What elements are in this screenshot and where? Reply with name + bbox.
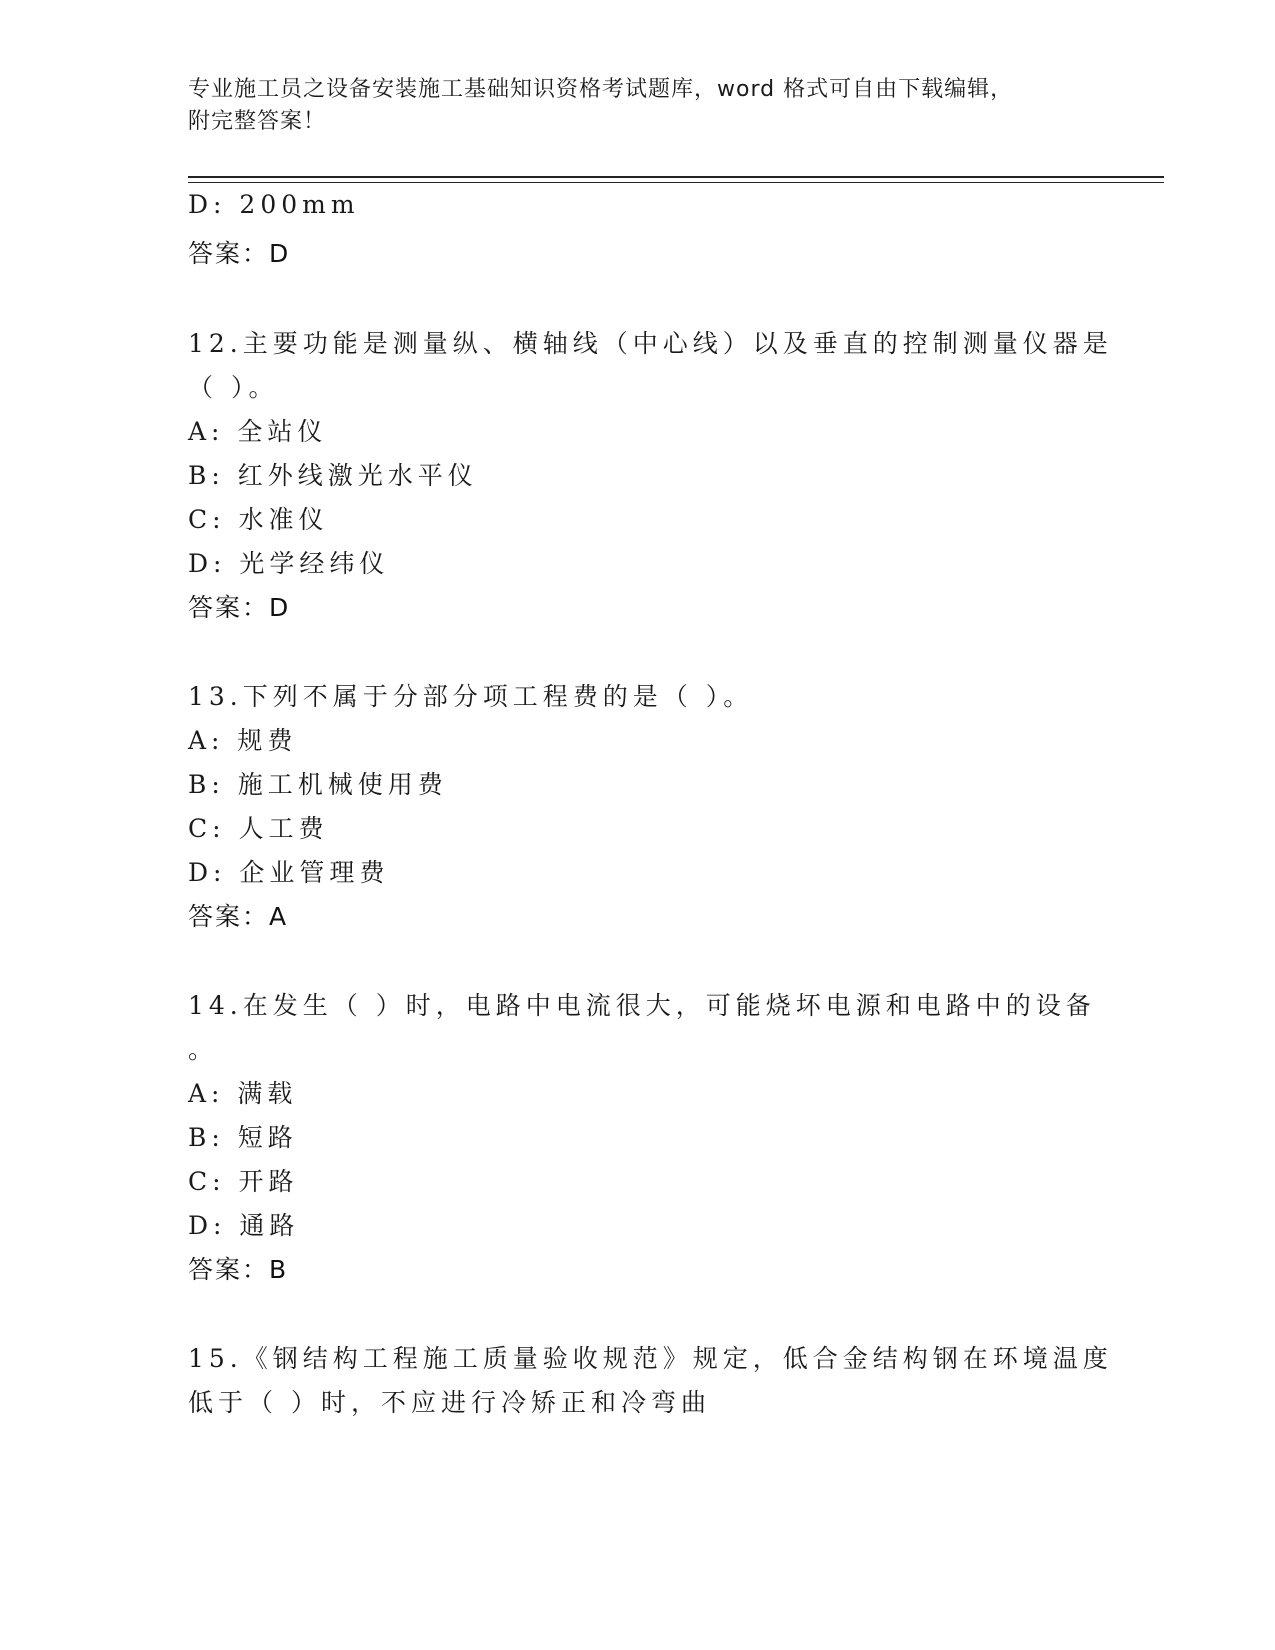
header-rule-thin <box>188 182 1164 183</box>
page-header <box>188 74 1068 138</box>
prev-answer: 答案：D <box>188 239 291 268</box>
prev-option-d: D: 200mm <box>188 190 360 219</box>
header-line-2: 附完整答案！ <box>188 109 327 134</box>
q15-stem-line-2: 低于（ ）时，不应进行冷矫正和冷弯曲 <box>188 1388 711 1417</box>
q14-option-b: B: 短路 <box>188 1123 298 1152</box>
q12-stem-line-1: 12.主要功能是测量纵、横轴线（中心线）以及垂直的控制测量仪器是 <box>188 329 1113 358</box>
q13-option-b: B: 施工机械使用费 <box>188 770 448 799</box>
q14-option-c: C: 开路 <box>188 1167 299 1196</box>
header-rule-thick <box>188 176 1164 178</box>
q14-stem-line-1: 14.在发生（ ）时，电路中电流很大，可能烧坏电源和电路中的设备 <box>188 991 1096 1020</box>
q13-option-a: A: 规费 <box>188 726 298 755</box>
header-line-1: 专业施工员之设备安装施工基础知识资格考试题库，word 格式可自由下载编辑， <box>188 77 1014 102</box>
q14-stem-line-2: 。 <box>188 1035 219 1064</box>
q12-option-a: A: 全站仪 <box>188 417 328 446</box>
q13-option-c: C: 人工费 <box>188 814 329 843</box>
q14-option-a: A: 满载 <box>188 1079 298 1108</box>
q15-stem-line-1: 15.《钢结构工程施工质量验收规范》规定，低合金结构钢在环境温度 <box>188 1344 1113 1373</box>
q13-option-d: D: 企业管理费 <box>188 858 390 887</box>
q12-option-c: C: 水准仪 <box>188 505 329 534</box>
q14-option-d: D: 通路 <box>188 1211 300 1240</box>
q12-stem-line-2: （ ）。 <box>188 373 279 402</box>
q13-stem-line-1: 13.下列不属于分部分项工程费的是（ ）。 <box>188 682 754 711</box>
q13-answer: 答案：A <box>188 902 289 931</box>
q12-option-b: B: 红外线激光水平仪 <box>188 461 478 490</box>
q14-answer: 答案：B <box>188 1255 289 1284</box>
q12-option-d: D: 光学经纬仪 <box>188 549 390 578</box>
q12-answer: 答案：D <box>188 593 291 622</box>
